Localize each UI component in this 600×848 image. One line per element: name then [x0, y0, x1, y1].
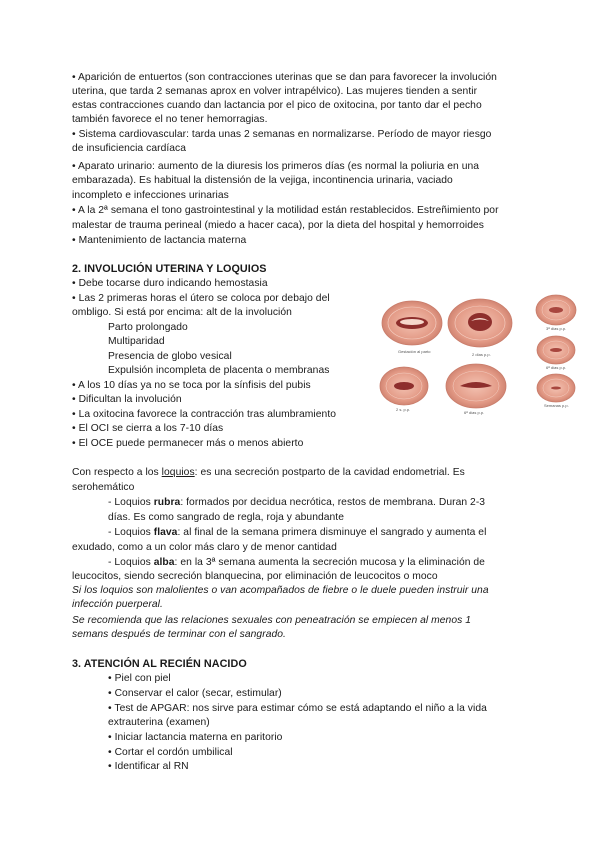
text-line: incompleto e infecciones urinarias [72, 190, 229, 201]
figure-caption: 2 días p.p. [472, 352, 491, 357]
text-line: • Debe tocarse duro indicando hemostasia [72, 278, 268, 289]
figure-caption: 6ª días p.p. [546, 365, 567, 370]
list-item: extrauterina (examen) [108, 717, 210, 728]
figure-caption: 6ª días p.p. [464, 410, 485, 415]
text-line: • El OCI se cierra a los 7-10 días [72, 423, 224, 434]
text-line: • Sistema cardiovascular: tarda unas 2 semanas en normalizarse. Período de mayor riesgo [72, 129, 492, 140]
figure-caption: Semanas p.p. [544, 403, 569, 408]
sub-item: Expulsión incompleta de placenta o membranas [108, 365, 330, 376]
text-line: • Mantenimiento de lactancia materna [72, 235, 247, 246]
cervix-image-5 [380, 367, 428, 405]
cervix-image-2 [448, 299, 512, 347]
list-item: • Test de APGAR: nos sirve para estimar cómo se está adaptando el niño a la vida [108, 703, 487, 714]
text-line: • A la 2ª semana el tono gastrointestinal y la motilidad están restablecidos. Estreñimiento por [72, 205, 499, 216]
cervix-image-6 [446, 364, 506, 408]
underlined-term: loquios [161, 467, 195, 478]
section-heading: 3. ATENCIÓN AL RECIÉN NACIDO [72, 658, 247, 670]
sub-item: Presencia de globo vesical [108, 351, 232, 362]
text-line: • Aparato urinario: aumento de la diuresis los primeros días (es normal la poliuria en una [72, 161, 480, 172]
text-line: serohemático [72, 482, 135, 493]
text-line: • Las 2 primeras horas el útero se coloca por debajo del [72, 293, 330, 304]
text-line: • Dificultan la involución [72, 394, 182, 405]
loquios-alba: - Loquios alba: en la 3ª semana aumenta la secreción mucosa y la eliminación de [108, 557, 485, 568]
text-line: también favorece el no tener hemorragias. [72, 114, 268, 125]
cervix-image-3 [536, 295, 576, 325]
text-line: malestar de trauma perineal (miedo a hacer caca), por la dieta del hospital y hemorroides [72, 220, 484, 231]
sub-item: Parto prolongado [108, 322, 188, 333]
text-line: leucocitos, siendo secreción blanquecina, por eliminación de leucocitos o moco [72, 571, 438, 582]
list-item: • Cortar el cordón umbilical [108, 747, 233, 758]
loquios-flava: - Loquios flava: al final de la semana primera disminuye el sangrado y aumenta el [108, 527, 487, 538]
text-line: embarazada). Es habitual la distensión de la vejiga, incontinencia urinaria, vaciado [72, 175, 453, 186]
cervix-illustration [376, 290, 586, 420]
section-heading: 2. INVOLUCIÓN UTERINA Y LOQUIOS [72, 263, 267, 275]
list-item: • Conservar el calor (secar, estimular) [108, 688, 282, 699]
text-line: ombligo. Si está por encima: alt de la involución [72, 307, 292, 318]
list-item: • Piel con piel [108, 673, 171, 684]
text-line: uterina, que tarda 2 semanas aprox en volver intrapélvico). Las mujeres tienden a sentir [72, 86, 478, 97]
text-line: • Aparición de entuertos (son contracciones uterinas que se dan para favorecer la involución [72, 72, 497, 83]
figure-caption: 3ª días p.p. [546, 326, 567, 331]
cervix-image-4 [537, 336, 575, 364]
text-line: estas contracciones cuando dan lactancia por el pico de oxitocina, por tanto dar el pecho [72, 100, 482, 111]
sub-item: Multiparidad [108, 336, 165, 347]
cervix-image-7 [537, 374, 575, 402]
text-line: • A los 10 días ya no se toca por la sínfisis del pubis [72, 380, 311, 391]
list-item: • Identificar al RN [108, 761, 189, 772]
loquios-rubra: - Loquios rubra: formados por decidua necrótica, restos de membrana. Duran 2-3 [108, 497, 486, 508]
italic-note: Se recomienda que las relaciones sexuales con peneatración se empiecen al menos 1 [72, 615, 472, 626]
text-line: • El OCE puede permanecer más o menos abierto [72, 438, 304, 449]
text-line: de insuficiencia cardíaca [72, 143, 187, 154]
figure-caption: Gestación al parto [398, 349, 431, 354]
text-line: • La oxitocina favorece la contracción tras alumbramiento [72, 409, 337, 420]
italic-note: semans después de terminar con el sangrado. [72, 629, 286, 640]
text-line: días. Es como sangrado de regla, roja y abundante [108, 512, 344, 523]
text-line: exudado, como a un color más claro y de menor cantidad [72, 542, 337, 553]
list-item: • Iniciar lactancia materna en paritorio [108, 732, 283, 743]
italic-note: infección puerperal. [72, 599, 163, 610]
italic-note: Si los loquios son malolientes o van acompañados de fiebre o le duele pueden instruir una [72, 585, 489, 596]
cervix-image-1 [382, 301, 442, 345]
text-line: Con respecto a los loquios: es una secreción postparto de la cavidad endometrial. Es [72, 467, 465, 478]
figure-caption: 2 s. p.p. [396, 407, 411, 412]
